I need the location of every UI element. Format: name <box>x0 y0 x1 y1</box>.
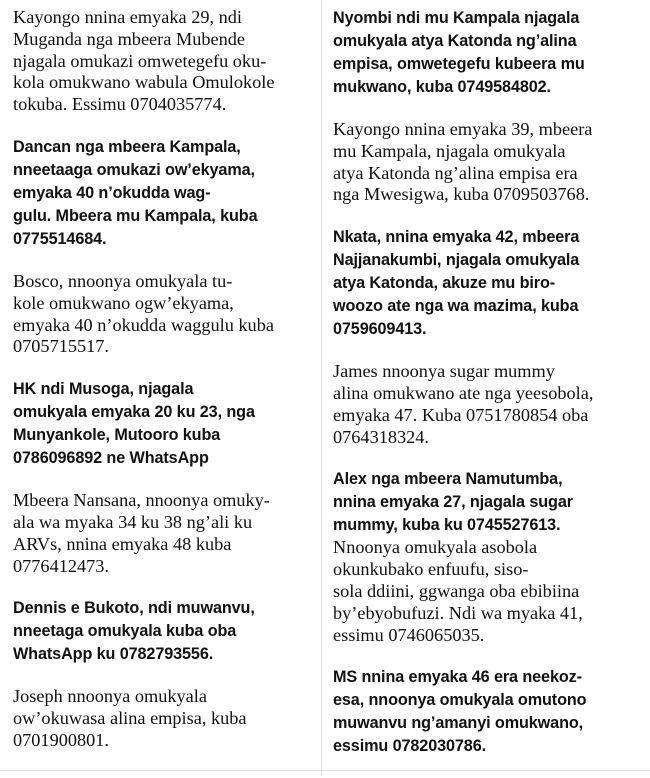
left-column <box>13 7 313 772</box>
ad-nansana: Mbeera Nansana, nnoonya omuky- ala wa myaka 34 ku 38 ng’ali ku ARVs, nnina emyaka 48 kuba 0776412473. <box>13 490 270 576</box>
ad-kayongo-39: Kayongo nnina emyaka 39, mbeera mu Kampala, njagala omukyala atya Katonda ng’alina empisa era nga Mwesigwa, kuba 0709503768. <box>333 119 593 205</box>
ad-dancan: Dancan nga mbeera Kampala, nneetaaga omukazi ow’ekyama, emyaka 40 n’okudda wag- gulu. Mbeera mu Kampala, kuba 0775514684. <box>13 137 258 248</box>
ad-hk-musoga: HK ndi Musoga, njagala omukyala emyaka 20 ku 23, nga Munyankole, Mutooro kuba 0786096892 ne WhatsApp <box>13 380 255 468</box>
ad-alex-regular: Nnoonya omukyala asobola okunkubako enfuufu, siso- sola ddiini, ggwanga oba ebibiina by’ebyobufuzi. Ndi wa myaka 41, essimu 0746065035. <box>333 537 583 645</box>
ad-ms: MS nnina emyaka 46 era neekoz- esa, nnoonya omukyala omutono muwanvu ng’amanyi omukwano, essimu 0782030786. <box>333 668 587 756</box>
ad-james: James nnoonya sugar mummy alina omukwano ate nga yeesobola, emyaka 47. Kuba 0751780854 oba 0764318324. <box>333 361 594 447</box>
ad-alex <box>333 468 633 646</box>
ad-bosco: Bosco, nnoonya omukyala tu- kole omukwano ogw’ekyama, emyaka 40 n’okudda waggulu kuba 0705715517. <box>13 270 274 357</box>
ad-nkata: Nkata, nnina emyaka 42, mbeera Najjanakumbi, njagala omukyala atya Katonda, akuze mu biro- woozo ate nga wa mazima, kuba 0759609413. <box>333 228 580 339</box>
column-divider <box>321 0 322 776</box>
ad-joseph: Joseph nnoonya omukyala ow’okuwasa alina empisa, kuba 0701900801. <box>13 686 247 750</box>
ad-alex-bold: Alex nga mbeera Namutumba, nnina emyaka 27, njagala sugar mummy, kuba ku 0745527613. <box>333 470 573 535</box>
ad-nyombi: Nyombi ndi mu Kampala njagala omukyala atya Katonda ng’alina empisa, omwetegefu kubeera mu mukwano, kuba 0749584802. <box>333 9 585 96</box>
ad-kayongo-29: Kayongo nnina emyaka 29, ndi Muganda nga mbeera Mubende njagala omukazi omwetegefu oku- kola omukwano wabula Omulokole tokuba. Essimu 0704035774. <box>13 7 275 115</box>
right-column <box>333 7 633 778</box>
ad-dennis: Dennis e Bukoto, ndi muwanvu, nneetaga omukyala kuba oba WhatsApp ku 0782793556. <box>13 599 255 664</box>
bottom-rule <box>0 770 650 771</box>
